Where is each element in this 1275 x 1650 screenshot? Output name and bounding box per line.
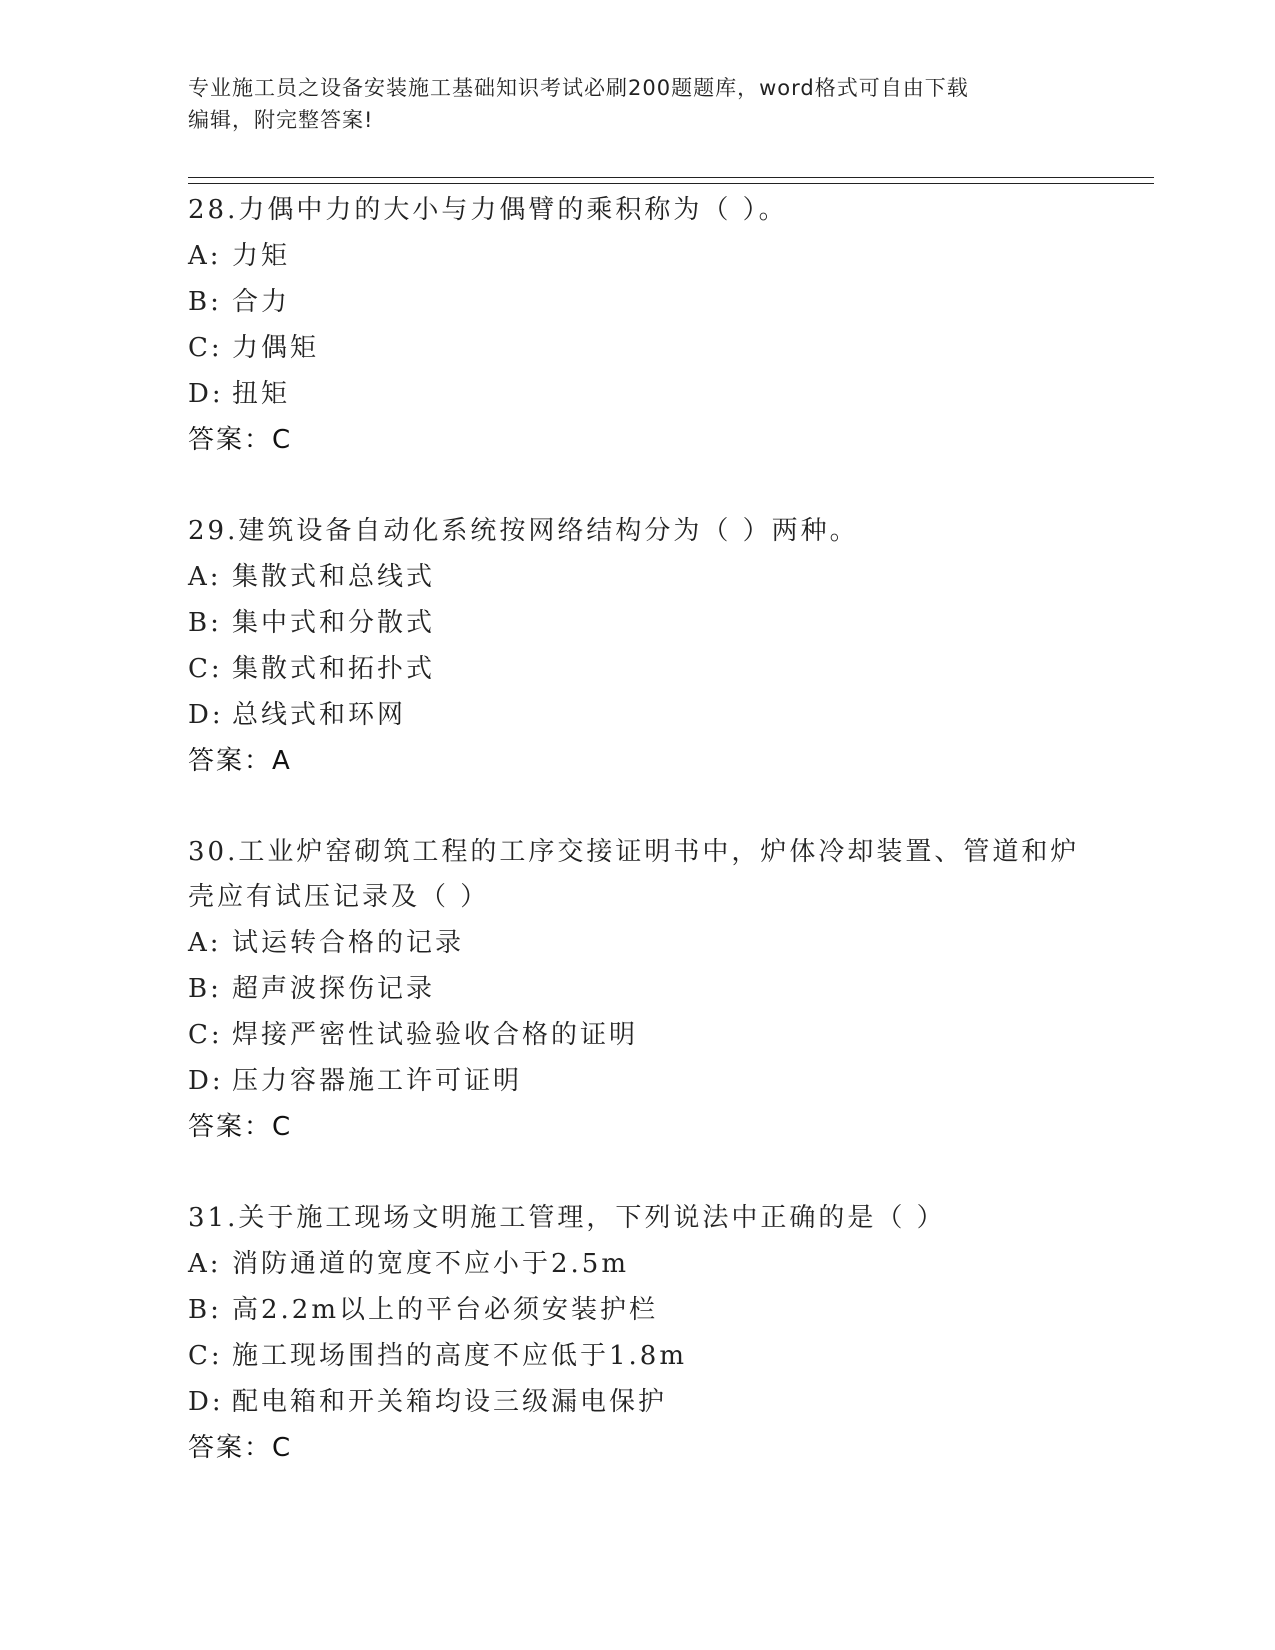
option-letter: C: bbox=[188, 654, 223, 684]
option-letter: D: bbox=[188, 1387, 224, 1417]
option-c bbox=[188, 1012, 1128, 1058]
question-stem-line-2: 壳应有试压记录及（ ） bbox=[188, 882, 490, 912]
option-letter: A: bbox=[188, 562, 222, 592]
option-text: 力偶矩 bbox=[232, 333, 320, 363]
option-letter: B: bbox=[188, 287, 222, 317]
option-text: 焊接严密性试验验收合格的证明 bbox=[232, 1020, 639, 1050]
option-letter: B: bbox=[188, 608, 222, 638]
option-text: 集散式和总线式 bbox=[232, 562, 436, 592]
option-b bbox=[188, 279, 1128, 325]
question-stem: 29.建筑设备自动化系统按网络结构分为（ ）两种。 bbox=[188, 516, 859, 546]
option-letter: A: bbox=[188, 1249, 222, 1279]
option-d bbox=[188, 371, 1128, 417]
header-divider-bottom bbox=[188, 183, 1154, 184]
option-letter: A: bbox=[188, 928, 222, 958]
answer-line: 答案：A bbox=[188, 746, 292, 776]
option-text: 合力 bbox=[232, 287, 291, 317]
header-title-line-2: 编辑，附完整答案! bbox=[188, 108, 374, 132]
question-stem: 28.力偶中力的大小与力偶臂的乘积称为（ ）。 bbox=[188, 195, 788, 225]
option-letter: D: bbox=[188, 1066, 224, 1096]
option-text: 超声波探伤记录 bbox=[232, 974, 436, 1004]
header-divider-top bbox=[188, 177, 1154, 178]
question-stem-line-1: 30.工业炉窑砌筑工程的工序交接证明书中，炉体冷却装置、管道和炉 bbox=[188, 837, 1080, 867]
option-a bbox=[188, 920, 1128, 966]
question-28 bbox=[188, 188, 1128, 463]
option-text: 试运转合格的记录 bbox=[232, 928, 465, 958]
option-c bbox=[188, 1333, 1128, 1379]
question-31 bbox=[188, 1196, 1128, 1471]
question-list bbox=[188, 188, 1128, 1517]
option-c bbox=[188, 325, 1128, 371]
option-text: 扭矩 bbox=[232, 379, 291, 409]
option-letter: D: bbox=[188, 700, 224, 730]
option-a bbox=[188, 554, 1128, 600]
header-title-line-1: 专业施工员之设备安装施工基础知识考试必刷200题题库，word格式可自由下载 bbox=[188, 76, 969, 100]
option-text: 集中式和分散式 bbox=[232, 608, 436, 638]
option-d bbox=[188, 1379, 1128, 1425]
option-letter: D: bbox=[188, 379, 224, 409]
question-stem: 31.关于施工现场文明施工管理，下列说法中正确的是（ ） bbox=[188, 1203, 946, 1233]
option-text: 力矩 bbox=[232, 241, 291, 271]
option-letter: B: bbox=[188, 974, 222, 1004]
option-text: 总线式和环网 bbox=[232, 700, 407, 730]
option-letter: C: bbox=[188, 333, 223, 363]
answer-line: 答案：C bbox=[188, 425, 293, 455]
option-text: 消防通道的宽度不应小于2.5m bbox=[232, 1249, 630, 1279]
option-b bbox=[188, 1287, 1128, 1333]
answer-line: 答案：C bbox=[188, 1433, 293, 1463]
option-b bbox=[188, 600, 1128, 646]
option-letter: C: bbox=[188, 1020, 223, 1050]
option-text: 集散式和拓扑式 bbox=[232, 654, 436, 684]
option-text: 压力容器施工许可证明 bbox=[232, 1066, 523, 1096]
option-a bbox=[188, 1241, 1128, 1287]
answer-line: 答案：C bbox=[188, 1112, 293, 1142]
option-text: 配电箱和开关箱均设三级漏电保护 bbox=[232, 1387, 668, 1417]
question-29 bbox=[188, 509, 1128, 784]
option-letter: A: bbox=[188, 241, 222, 271]
option-letter: C: bbox=[188, 1341, 223, 1371]
document-header bbox=[188, 72, 1068, 136]
option-d bbox=[188, 1058, 1128, 1104]
option-d bbox=[188, 692, 1128, 738]
option-b bbox=[188, 966, 1128, 1012]
option-letter: B: bbox=[188, 1295, 222, 1325]
question-30 bbox=[188, 830, 1128, 1150]
option-c bbox=[188, 646, 1128, 692]
option-a bbox=[188, 233, 1128, 279]
option-text: 施工现场围挡的高度不应低于1.8m bbox=[232, 1341, 688, 1371]
option-text: 高2.2m以上的平台必须安装护栏 bbox=[232, 1295, 659, 1325]
